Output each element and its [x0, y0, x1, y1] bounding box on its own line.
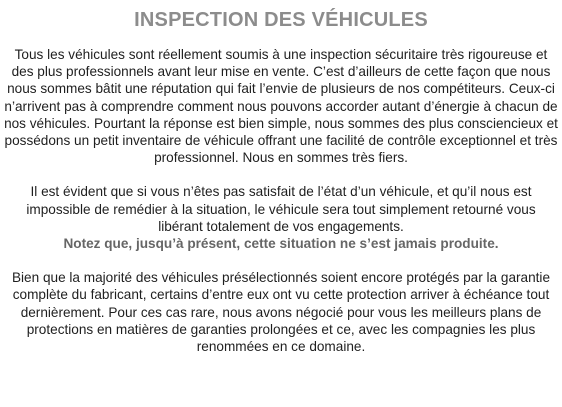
paragraph-inspection: [0, 46, 562, 166]
paragraph-warranty-text: Bien que la majorité des véhicules présélectionnés soient encore protégés par la garantie complète du fabricant, certains d’entre eux ont vu cette protection arriver à échéance tout dernièrement. Pour ces cas rare, nous avons négocié pour vous les meilleurs plans de protections en matières de garanties prolongées et ce, avec les compagnies les plus renommées en ce domaine.: [11, 270, 551, 355]
paragraph-satisfaction-text: Il est évident que si vous n’êtes pas satisfait de l’état d’un véhicule, et qu’il nous est impossible de remédier à la situation, le véhicule sera tout simplement retourné vous libérant totalement de vos engagements.: [26, 184, 536, 234]
paragraph-satisfaction: [0, 183, 562, 252]
paragraph-warranty: [0, 269, 562, 355]
page-title: INSPECTION DES VÉHICULES: [134, 9, 428, 31]
paragraph-inspection-text: Tous les véhicules sont réellement soumis à une inspection sécuritaire très rigoureuse et des plus professionnels avant leur mise en vente. C’est d’ailleurs de cette façon que nous nous sommes bâtit une réputation qui fait l’envie de plusieurs de nos compétiteurs. Ceux-ci n’arrivent pas à comprendre comment nous pouvons accorder autant d’énergie à chacun de nos véhicules. Pourtant la réponse est bien simple, nous sommes des plus consciencieux et possédons un petit inventaire de véhicule offrant une facilité de contrôle exceptionnel et très professionnel. Nous en sommes très fiers.: [4, 47, 558, 166]
notice-text: Notez que, jusqu’à présent, cette situation ne s’est jamais produite.: [63, 236, 499, 252]
